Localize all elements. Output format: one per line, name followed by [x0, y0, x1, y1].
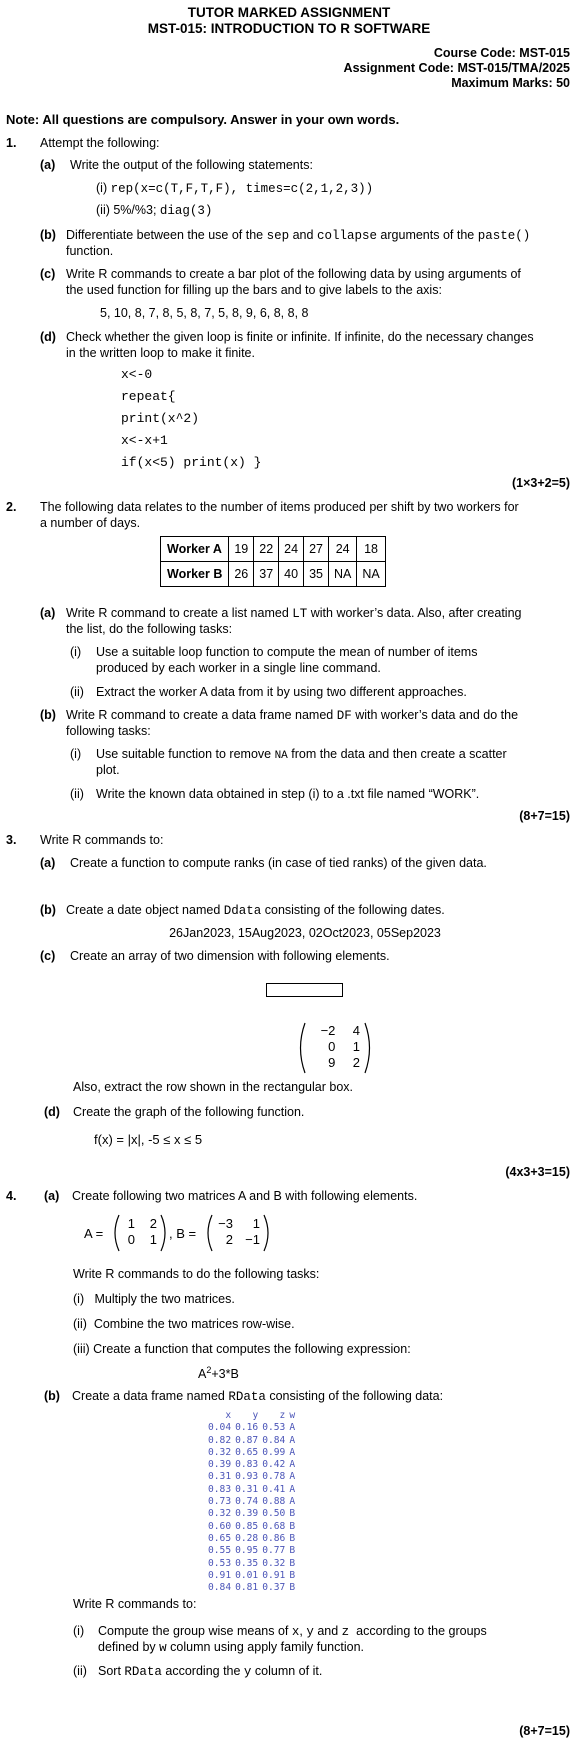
matrix-a-label: A = — [84, 1226, 104, 1241]
q3b-label: (b) — [40, 903, 56, 917]
q2b-ii-label: (ii) — [70, 787, 84, 801]
table-cell: 0.86 — [262, 1532, 286, 1544]
title-line-2: MST-015: INTRODUCTION TO R SOFTWARE — [147, 21, 431, 36]
q4a-i: (i) Multiply the two matrices. — [73, 1292, 235, 1306]
table-row — [206, 1422, 297, 1434]
title-line-1: TUTOR MARKED ASSIGNMENT — [187, 5, 391, 20]
table-cell: 0.88 — [262, 1496, 286, 1508]
table-row — [161, 562, 386, 587]
q2b-label: (b) — [40, 708, 56, 722]
q2a-i-line-1: Use a suitable loop function to compute the mean of number of items — [96, 645, 478, 659]
q4b-ii-text: Sort RData according the y column of it. — [98, 1664, 323, 1679]
matrix-table — [305, 1023, 365, 1071]
table-cell: 0.99 — [262, 1446, 286, 1458]
q4a-label: (a) — [44, 1189, 60, 1203]
table-cell: 0.42 — [262, 1459, 286, 1471]
q4a-expression: $A^2+3*B$ — [198, 1365, 239, 1382]
q3a-label: (a) — [40, 856, 56, 870]
q1c-line-1: Write R commands to create a bar plot of the following data by using arguments of — [66, 267, 521, 281]
q1b-text: Differentiate between the use of the sep and collapse arguments of the paste() — [66, 228, 531, 243]
matrix-cell: 1 — [127, 1216, 135, 1231]
table-cell: 37 — [254, 562, 279, 587]
q2a-line-2: the list, do the following tasks: — [66, 622, 233, 636]
table-cell: 0.41 — [262, 1483, 286, 1495]
q2b-line-2: following tasks: — [66, 724, 151, 738]
table-cell: NA — [357, 562, 385, 587]
q4b-i-label: (i) — [73, 1624, 85, 1638]
rdata-body — [206, 1422, 297, 1594]
column-header: w — [289, 1410, 296, 1421]
q2a-i-line-2: produced by each worker in a single line command. — [96, 661, 381, 675]
assignment-code: Assignment Code: MST-015/TMA/2025 — [343, 61, 570, 75]
q4b-i-line-1: Compute the group wise means of x, y and z according to the groups — [98, 1624, 487, 1639]
q3-number: 3. — [6, 833, 17, 847]
table-cell: 0.91 — [208, 1569, 232, 1581]
q1a-ii: (ii) 5%/%3; diag(3) — [96, 203, 213, 218]
table-cell: 0.28 — [235, 1532, 259, 1544]
table-row — [206, 1496, 297, 1508]
q3d-label: (d) — [44, 1105, 60, 1119]
q3a-text: Create a function to compute ranks (in case of tied ranks) of the given data. — [70, 856, 487, 870]
table-cell: 0.74 — [235, 1496, 259, 1508]
table-cell: A — [289, 1471, 296, 1483]
course-code: Course Code: MST-015 — [433, 46, 570, 60]
table-cell: B — [289, 1520, 296, 1532]
row-label: Worker A — [161, 537, 229, 562]
matrix-cell: 1 — [252, 1216, 260, 1231]
q2-number: 2. — [6, 500, 17, 514]
table-cell: 35 — [304, 562, 329, 587]
table-cell: 0.32 — [208, 1446, 232, 1458]
table-cell: 24 — [279, 537, 304, 562]
table-cell: 0.01 — [235, 1569, 259, 1581]
q1a-i: (i) rep(x=c(T,F,T,F), times=c(2,1,2,3)) — [96, 181, 374, 196]
table-cell: A — [289, 1483, 296, 1495]
matrix-cell: 4 — [352, 1023, 360, 1038]
table-cell: NA — [328, 562, 356, 587]
q1d-code-line: repeat{ — [121, 389, 176, 404]
table-cell: 0.16 — [235, 1422, 259, 1434]
table-row — [206, 1570, 297, 1582]
table-row — [206, 1533, 297, 1545]
table-cell: 19 — [229, 537, 254, 562]
table-cell: 0.93 — [235, 1471, 259, 1483]
table-cell: 0.85 — [235, 1520, 259, 1532]
q4b-ii-label: (ii) — [73, 1664, 87, 1678]
q3c-label: (c) — [40, 949, 56, 963]
table-row — [206, 1447, 297, 1459]
q1b-text-2: function. — [66, 244, 114, 258]
table-cell: 0.31 — [235, 1483, 259, 1495]
q1c-line-2: the used function for filling up the bars and to give labels to the axis: — [66, 283, 442, 297]
note: Note: All questions are compulsory. Answer in your own words. — [6, 112, 400, 127]
q2a-ii-text: Extract the worker A data from it by using two different approaches. — [96, 685, 467, 699]
q1b-label: (b) — [40, 228, 56, 242]
q4a-ii: (ii) Combine the two matrices row-wise. — [73, 1317, 295, 1331]
table-cell: A — [289, 1496, 296, 1508]
table-cell: 0.81 — [235, 1582, 259, 1594]
table-cell: 0.68 — [262, 1520, 286, 1532]
matrix-cell: 1 — [149, 1232, 157, 1247]
table-cell: 22 — [254, 537, 279, 562]
table-cell: 0.37 — [262, 1582, 286, 1594]
matrix-cell: −3 — [218, 1216, 233, 1231]
table-cell: A — [289, 1459, 296, 1471]
table-cell: 26 — [229, 562, 254, 587]
q3c-text: Create an array of two dimension with following elements. — [70, 949, 390, 963]
table-cell: A — [289, 1422, 296, 1434]
q2-marks: (8+7=15) — [519, 809, 570, 823]
q4-marks: (8+7=15) — [519, 1724, 570, 1738]
table-cell: 0.39 — [235, 1508, 259, 1520]
q4b-i-line-2: defined by w column using apply family function. — [98, 1640, 365, 1655]
q1-stem: Attempt the following: — [40, 136, 160, 150]
table-row — [206, 1508, 297, 1520]
q1d-line-1: Check whether the given loop is finite or infinite. If infinite, do the necessary changes — [66, 330, 534, 344]
q1d-label: (d) — [40, 330, 56, 344]
q4a-text: Create following two matrices A and B with following elements. — [72, 1189, 418, 1203]
q3b-dates: 26Jan2023, 15Aug2023, 02Oct2023, 05Sep2023 — [169, 926, 441, 940]
table-row — [206, 1545, 297, 1557]
q1a-label: (a) — [40, 158, 56, 172]
q4b-cmd-intro: Write R commands to: — [73, 1597, 197, 1611]
maximum-marks: Maximum Marks: 50 — [451, 76, 570, 90]
table-cell: 0.83 — [208, 1483, 232, 1495]
q1d-code-line: x<-0 — [121, 367, 153, 382]
q1d-line-2: in the written loop to make it finite. — [66, 346, 255, 360]
column-header: x — [225, 1410, 232, 1421]
table-row — [206, 1484, 297, 1496]
table-cell: 0.95 — [235, 1545, 259, 1557]
table-cell: 0.83 — [235, 1459, 259, 1471]
q3d-text: Create the graph of the following function. — [73, 1105, 305, 1119]
q2b-ii-text: Write the known data obtained in step (i) to a .txt file named “WORK”. — [96, 787, 480, 801]
matrix-cell: −2 — [320, 1023, 336, 1038]
q2-line-2: a number of days. — [40, 516, 141, 530]
worker-table — [160, 536, 386, 587]
table-cell: 0.78 — [262, 1471, 286, 1483]
q3b-text: Create a date object named Ddata consisting of the following dates. — [66, 903, 445, 918]
table-cell: B — [289, 1508, 296, 1520]
table-cell: 27 — [304, 537, 329, 562]
q4a-tasks-intro: Write R commands to do the following tasks: — [73, 1267, 320, 1281]
q3-marks: (4x3+3=15) — [505, 1165, 570, 1179]
table-cell: B — [289, 1532, 296, 1544]
q2a-line-1: Write R command to create a list named LT with worker’s data. Also, after creating — [66, 606, 522, 621]
q1d-code-line: x<-x+1 — [121, 433, 168, 448]
table-cell: 0.84 — [208, 1582, 232, 1594]
q3c-after: Also, extract the row shown in the rectangular box. — [73, 1080, 354, 1094]
rdata-table — [206, 1410, 297, 1594]
q1d-code-line: print(x^2) — [121, 411, 200, 426]
table-cell: 0.87 — [235, 1434, 259, 1446]
q2a-label: (a) — [40, 606, 56, 620]
column-header: z — [279, 1410, 286, 1421]
table-cell: 0.65 — [235, 1446, 259, 1458]
table-header-row — [206, 1410, 297, 1422]
q2b-i-line-2: plot. — [96, 763, 120, 777]
table-cell: 0.04 — [208, 1422, 232, 1434]
table-cell: 0.77 — [262, 1545, 286, 1557]
table-row — [206, 1471, 297, 1483]
table-cell: 40 — [279, 562, 304, 587]
table-cell: 0.32 — [208, 1508, 232, 1520]
table-cell: 0.39 — [208, 1459, 232, 1471]
table-cell: 0.31 — [208, 1471, 232, 1483]
q1c-data: 5, 10, 8, 7, 8, 5, 8, 7, 5, 8, 9, 6, 8, 8, 8 — [100, 306, 309, 320]
table-cell: 0.84 — [262, 1434, 286, 1446]
q2b-i-label: (i) — [70, 747, 82, 761]
q4-number: 4. — [6, 1189, 17, 1203]
matrix-cell: −1 — [245, 1232, 260, 1247]
table-cell: 0.91 — [262, 1569, 286, 1581]
matrix-cell: 0 — [127, 1232, 135, 1247]
table-row — [206, 1435, 297, 1447]
table-cell: 0.82 — [208, 1434, 232, 1446]
matrix-cell: 0 — [328, 1039, 336, 1054]
column-header: y — [252, 1410, 259, 1421]
row-label: Worker B — [161, 562, 229, 587]
q1c-label: (c) — [40, 267, 56, 281]
table-cell: 0.32 — [262, 1557, 286, 1569]
q1a-text: Write the output of the following statements: — [70, 158, 313, 172]
table-row — [206, 1521, 297, 1533]
table-row — [161, 537, 386, 562]
table-cell: 0.65 — [208, 1532, 232, 1544]
table-row — [206, 1558, 297, 1570]
table-cell: 0.53 — [262, 1422, 286, 1434]
q4a-iii: (iii) Create a function that computes the following expression: — [73, 1342, 411, 1356]
table-cell: 24 — [328, 537, 356, 562]
matrix-cell: 1 — [352, 1039, 360, 1054]
q2b-line-1: Write R command to create a data frame named DF with worker’s data and do the — [66, 708, 519, 723]
matrix-b-label: , B = — [169, 1226, 197, 1241]
q2a-i-label: (i) — [70, 645, 82, 659]
table-cell: 0.55 — [208, 1545, 232, 1557]
q4b-text: Create a data frame named RData consisting of the following data: — [72, 1389, 444, 1404]
q4b-label: (b) — [44, 1389, 60, 1403]
table-cell: B — [289, 1545, 296, 1557]
table-cell: A — [289, 1446, 296, 1458]
q2a-ii-label: (ii) — [70, 685, 84, 699]
q1-number: 1. — [6, 136, 17, 150]
table-cell: A — [289, 1434, 296, 1446]
q1-marks: (1×3+2=5) — [511, 476, 570, 490]
table-cell: B — [289, 1557, 296, 1569]
matrix-cell: 2 — [352, 1055, 360, 1070]
table-row — [206, 1459, 297, 1471]
table-cell: 0.35 — [235, 1557, 259, 1569]
matrix-cell: 2 — [149, 1216, 157, 1231]
q1d-code-line: if(x<5) print(x) } — [121, 455, 262, 470]
q2-line-1: The following data relates to the number of items produced per shift by two workers for — [40, 500, 519, 514]
table-cell: B — [289, 1582, 296, 1594]
q2b-i-line-1: Use suitable function to remove NA from the data and then create a scatter — [96, 747, 507, 762]
table-row — [206, 1582, 297, 1594]
table-cell: 0.73 — [208, 1496, 232, 1508]
table-cell: 0.60 — [208, 1520, 232, 1532]
matrix-cell: 2 — [225, 1232, 233, 1247]
table-cell: 18 — [357, 537, 385, 562]
q3-stem: Write R commands to: — [40, 833, 164, 847]
highlight-box — [266, 983, 343, 997]
q3d-function: f(x) = |x|, -5 ≤ x ≤ 5 — [94, 1132, 203, 1147]
table-cell: 0.50 — [262, 1508, 286, 1520]
table-cell: B — [289, 1569, 296, 1581]
matrix-cell: 9 — [328, 1055, 336, 1070]
table-cell: 0.53 — [208, 1557, 232, 1569]
